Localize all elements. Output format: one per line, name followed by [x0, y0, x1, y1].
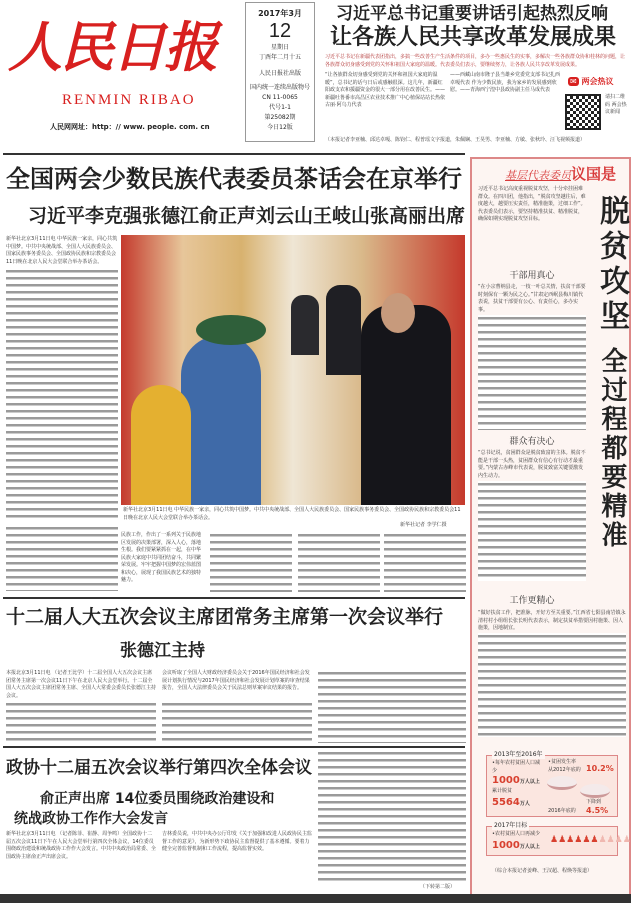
- newspaper-logo: 人民日报: [8, 15, 216, 79]
- weekday: 星期日: [270, 44, 289, 51]
- badge-icon: ✉: [570, 77, 577, 86]
- year-month: 2017年3月: [258, 9, 302, 18]
- section-text: “总书记说，贫困群众是脱贫致富的主体。脱贫不能是干部一头热，贫困群众有信心有行动才最重要。”内蒙古赤峰市代表说，脱贫致富关键要激发内生动力。: [478, 450, 586, 479]
- npc-headline[interactable]: 十二届人大五次会议主席团常务主席第一次会议举行: [6, 606, 444, 628]
- photo-figure: [291, 295, 319, 355]
- photo-caption: 新华社北京3月11日电 中华民族一家亲，同心共筑中国梦。中共中央统战部、全国人大民族委员会、国家民族事务委员会、全国政协民族和宗教委员会11日晚在北京人民大会堂联合举办茶话会。: [123, 507, 461, 521]
- main-text-column: [6, 268, 118, 518]
- person-icon: ♟: [622, 835, 631, 845]
- rate-start-label: 从2012年底的: [548, 767, 581, 773]
- website-url[interactable]: 人民网网址：http：// www. people. com. cn: [50, 123, 210, 131]
- goal-label: 2017年目标: [494, 822, 528, 829]
- section-title: 群众有决心: [509, 437, 555, 447]
- person-icon: ♟: [606, 835, 615, 845]
- item2-value: 5564万人: [492, 797, 530, 808]
- top-credits: （本报记者李亚楠、邱达卓嘎、陈钧仁、程普瑶文字报道，朱佩娴、王昊男、李亚楠、方敏、张秋玲、汪飞视频报道）: [325, 137, 586, 143]
- goal-item: •农村贫困人口再减少: [492, 831, 540, 837]
- publisher: 人民日报社出版: [258, 70, 301, 77]
- news-photo[interactable]: [121, 235, 465, 505]
- rate-end-value: 4.5%: [586, 806, 609, 815]
- person-icon: ♟: [590, 835, 599, 845]
- person-icon: ♟: [558, 835, 567, 845]
- period-label: 2013年至2016年: [494, 751, 543, 758]
- goal-value: 1000万人以上: [492, 840, 540, 851]
- cppcc-subheadline-1: 俞正声出席 14位委员围绕政治建设和: [40, 791, 275, 807]
- photo-credit: 新华社记者 李学仁摄: [400, 522, 447, 528]
- item1-label: •每年农村贫困人口减少: [492, 760, 540, 774]
- sidebar-column-title: [505, 163, 616, 184]
- people-icons: [550, 834, 631, 846]
- top-kicker: 习近平总书记重要讲话引起热烈反响: [336, 4, 608, 24]
- sidebar-vertical-title-2: 全过程都要精准: [597, 346, 627, 550]
- qr-caption: 请扫二维码 两会热议新闻: [605, 94, 627, 115]
- qr-code[interactable]: [565, 94, 601, 130]
- npc-lead: 本报北京3月11日电 （记者王比学）十二届全国人大五次会议主席团常务主席第一次会议11日下午在北京人民大会堂举行。十二届全国人大五次会议主席团常务主席、全国人大常委会委员长张德江主持会议。: [6, 670, 157, 699]
- npc-body: 会议听取了全国人大财政经济委员会关于2016年国民经济和社会发展计划执行情况与2017年国民经济和社会发展计划草案的审查结果报告，全国人大法律委员会关于民法总则草案审议结果的报告。: [162, 670, 310, 691]
- rate-drop-label: 下降到: [586, 799, 602, 805]
- top-headline[interactable]: 让各族人民共享改革发展成果: [330, 25, 617, 50]
- sidebar-vertical-title-1: 脱贫攻坚: [594, 195, 629, 335]
- badge-label: 两会热议: [581, 77, 614, 86]
- top-lead: 习近平总书记在新疆代表团指出，多搞一些改善生产生活条件的项目，多办一些惠民生的实事，多解决一些各族群众协和桂林的问题，让各族群众切身感受到党的关怀和祖国大家庭的温暖。代表委员们表示，要继续努力，让各族人民共享改革发展成果。: [325, 54, 626, 68]
- top-col1: “让各族群众切身感受到党的关怀和祖国大家庭的温暖”，总书记的话与日后或感触很深。这几年，新疆红阳政支农和援疆资金的很大一部分用在改善民生。——新疆吐鲁番市高昌区农业技术推广中心植保站站长热依古丽·阿乌力代表: [325, 72, 446, 108]
- cppcc-body: 吉林委员说，中共中央办公厅印发《关于加强和改进人民政协民主监督工作的意见》，为新形势下政协民主监督提供了基本遵循。要着力健全完善监督机制和工作流程，提高监督实效。: [162, 831, 313, 852]
- issue: 第25082期: [264, 114, 296, 121]
- person-icon: ♟: [582, 835, 591, 845]
- person-icon: ♟: [574, 835, 583, 845]
- page-count: 今日12版: [267, 124, 293, 131]
- person-icon: ♟: [550, 835, 559, 845]
- person-icon: ♟: [566, 835, 575, 845]
- column-prefix: 基层代表委员: [505, 169, 571, 182]
- main-body: 民族工作，作出了一系列关于民族地区发展的决策部署，深入人心，落地生根。我们要紧紧抓在一起，在中华民族大家庭中共同团结奋斗，共同繁荣发展。牢牢把握中国梦的宏伟蓝图和决心，展现了我国民族艺术的独特魅力。: [121, 532, 202, 583]
- code: 代号1-1: [269, 104, 291, 111]
- cn-number: CN 11-0065: [262, 94, 298, 101]
- sidebar-intro: 习近平总书记高度重视脱贫攻坚，十分牵挂困难群众。在四川团，他指出，“脱贫攻坚越往后，难度越大，越要压实责任，精准施策，过细工作”。代表委员们表示，要坚持精准扶贫、精准脱贫，确保如期实现脱贫攻坚目标。: [478, 186, 586, 222]
- bottom-strip: [0, 894, 631, 903]
- lunar-date: 丁酉年二月十五: [258, 54, 301, 61]
- logo-pinyin: RENMIN RIBAO: [62, 92, 196, 108]
- main-lead: 新华社北京3月11日电 中华民族一家亲，同心共筑中国梦。中共中央统战部、全国人大民族委员会、国家民族事务委员会、全国政协民族和宗教委员会11日晚在北京人民大会堂联合举办茶话会。: [6, 236, 118, 265]
- item1-value: 1000万人以上: [492, 775, 540, 786]
- section-text: “在小宗曹纳县走，一枝一叶总关情，扶贫干部要时刻保有一颗为民之心。”甘肃定西岷县梅川镇代表说，扶贫干部要有公心、有责任心，多办实事。: [478, 284, 586, 313]
- cppcc-subheadline-2: 统战政协工作作大会发言: [14, 811, 168, 827]
- section-title: 工作更精心: [509, 596, 555, 606]
- item2-label: 累计脱贫: [492, 788, 513, 794]
- rate-end-label: 2016年底的: [548, 808, 576, 814]
- date-box: [245, 2, 315, 142]
- lianghui-badge: [568, 76, 630, 89]
- section-title: 干部用真心: [509, 271, 555, 281]
- cppcc-lead: 新华社北京3月11日电 （记者陈菲、崔静、周争鸣）全国政协十二届五次会议11日下午在人民大会堂举行第四次全体会议，14位委员围绕政治建设和统战政协工作作大会发言。中共中央政治局常委、全国政协主席俞正声出席会议。: [6, 831, 157, 860]
- sidebar-credits: （综合本报记者姜峰、王汉超、程焕等报道）: [492, 868, 593, 874]
- serial-label: 国内统一连续出版物号: [249, 84, 310, 91]
- section-text: “做好扶贫工作，把准脉，开好方至关重要。”江西省七阳县南岩镇永清村村小组组长张长明代表表示，制定扶贫举措要因村施策、因人施策，因地制宜。: [478, 610, 626, 631]
- pie-2016: [580, 784, 610, 798]
- person-icon: ♟: [614, 835, 623, 845]
- column-name: 议国是: [571, 165, 617, 183]
- pie-2012: [547, 776, 577, 790]
- day: 12: [268, 20, 292, 42]
- main-subheadline: 习近平李克强张德江俞正声刘云山王岐山张高丽出席: [28, 205, 466, 227]
- person-icon: ♟: [598, 835, 607, 845]
- cppcc-headline[interactable]: 政协十二届五次会议举行第四次全体会议: [6, 758, 312, 778]
- main-headline[interactable]: 全国两会少数民族代表委员茶话会在京举行: [6, 165, 462, 193]
- continued-note[interactable]: （下转第二版）: [420, 884, 456, 890]
- rate-start-value: 10.2%: [586, 764, 614, 773]
- rate-label: •贫困发生率: [548, 759, 576, 765]
- npc-subheadline: 张德江主持: [120, 641, 205, 661]
- top-col2: ——西藏山南市隆子县当雄乡党委党支部书记扎西卓嘎代表 作为少数民族，我为家乡的发展感到欣慰。——青海西宁湟中县政协副主任马成代表: [450, 72, 561, 93]
